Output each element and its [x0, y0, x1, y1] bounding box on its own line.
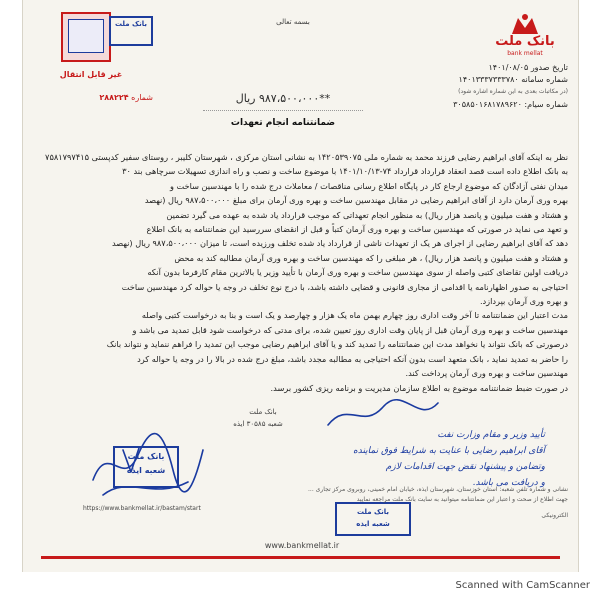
footer-url[interactable]: www.bankmellat.ir	[264, 541, 340, 550]
siam-number-value: ۳۰۵۸۵۰۱۶۸۱۷۸۹۶۲۰	[453, 100, 522, 109]
serial-number-label: شماره	[131, 93, 153, 102]
guarantee-body	[45, 150, 568, 395]
issue-date-row	[383, 63, 568, 72]
document-title: ضمانتنامه انجام تعهدات	[230, 118, 336, 128]
system-number-row	[383, 75, 568, 84]
handwritten-line-3: وتضامن و پیشنهاد نقض جهت اقدامات لازم	[385, 462, 545, 472]
body-line: به بانک اطلاع داده است قصد انعقاد قرارداد قرارداد ۷۴-۱۴۰۱/۱۰/۱۳ با موضوع ساخت و نصب و راه اندازی تسهیلات سرچاهی بند ۳۰	[122, 166, 568, 177]
bank-stamp-title: بانک ملت	[127, 452, 165, 461]
body-line: و هشتاد و هفت میلیون و پانصد هزار ریال) به منظور انجام تعهداتی که موجب قرارداد یاد شده به عهده می گیرد تضمین	[166, 209, 568, 220]
issue-date-value: ۱۴۰۱/۰۸/۰۵	[488, 63, 529, 72]
body-line: مهندسین ساخت و بهره وری آرمان پرداخت کند.	[405, 368, 568, 379]
scanner-watermark: Scanned with CamScanner	[455, 580, 590, 591]
bank-branch-stamp-2	[335, 502, 411, 536]
body-line: احتیاجی به صدور اظهارنامه یا اقدامی از مجاری قانونی و قضایی داشته باشد، با درج نوع تخلف در وجه یا حواله کرد مهندسین ساخت	[121, 281, 568, 292]
top-note: بسمه تعالی	[276, 18, 310, 26]
handwritten-line-4: و دریافت می باشد.	[472, 478, 545, 488]
body-line: در صورت ضبط ضمانتنامه موضوع به اطلاع سازمان مدیریت و برنامه ریزی کشور برسد.	[270, 382, 568, 393]
bank-stamp-sub: شعبه ایذه	[126, 466, 166, 475]
bank-name: بانک ملت	[495, 34, 555, 49]
system-number-value: ۱۴۰۱۳۳۳۷۳۳۳۷۸۰	[458, 75, 519, 84]
body-line: مدت اعتبار این ضمانتنامه تا آخر وقت اداری روز چهارم بهمن ماه یک هزار و چهارصد و یک است و بنا به درخواست کتبی واصله	[141, 310, 568, 321]
bank-logo	[485, 12, 565, 62]
bank-stamp2-sub: شعبه ایذه	[356, 520, 390, 528]
signature-bank-label: بانک ملت	[249, 408, 277, 416]
non-transferable-label: غیر قابل انتقال	[59, 70, 123, 79]
top-bank-stamp	[109, 16, 153, 46]
handwritten-line-2: آقای ابراهیم رضایی با عنایت به شرایط فوق نماینده	[353, 446, 545, 456]
postage-stamp	[61, 12, 111, 62]
body-line: بهره وری آرمان دارد از آقای ابراهیم رضایی در مقابل مهندسین ساخت و بهره وری آرمان برای مبلغ ۹۸۷،۵۰۰،۰۰۰ ریال (نهصد	[144, 195, 568, 206]
system-number-label: شماره سامانه	[521, 75, 568, 84]
guarantee-amount	[203, 92, 363, 111]
guarantee-sheet	[22, 0, 579, 572]
footer-contact-label: الکترونیکی	[541, 512, 568, 519]
body-line: دریافت اولین تقاضای کتبی واصله از سوی مهندسین ساخت و بهره وری آرمان با تأیید وزیر یا بالاترین مقام کارفرما بدون آنکه	[147, 267, 568, 278]
body-line: میدان نفتی آزادگان که موضوع ارجاع کار در پایگاه اطلاع رسانی مناقصات / معاملات درج شده را با مهندسین ساخت و	[169, 180, 568, 191]
body-line: و بهره وری آرمان بپردازد.	[479, 296, 568, 307]
bank-branch-stamp	[113, 446, 179, 488]
body-line: دهد که آقای ابراهیم رضایی از اجرای هر یک از تعهدات ناشی از قرارداد یاد شده تخلف ورزیده است، تا میزان ۹۸۷،۵۰۰،۰۰۰ ریال (نهصد	[111, 238, 568, 249]
top-bank-stamp-text: بانک ملت	[114, 20, 148, 28]
amount-stars: **	[319, 92, 331, 105]
body-line: را حاضر به تمدید نماید ، بانک متعهد است بدون آنکه احتیاجی به مطالبه مجدد باشد، مبلغ درج شده در بالا را در وجه یا حواله کرد	[137, 353, 568, 364]
handwritten-line-1: تأیید وزیر و مقام وزارت نفت	[437, 430, 545, 440]
body-line: مهندسین ساخت و بهره وری آرمان قبل از پایان وقت اداری روز تعیین شده، برای مدتی که درخواست شود قابل تمدید می باشد و	[132, 324, 568, 335]
footer-website-link[interactable]: https://www.bankmellat.ir/bastam/start	[83, 505, 201, 512]
issue-date-label: تاریخ صدور	[530, 63, 568, 72]
footer-divider	[41, 556, 560, 559]
serial-number-value: ۲۸۸۲۲۴	[99, 93, 129, 102]
body-line: و تعهد می نماید در صورتی که مهندسین ساخت و بهره وری آرمان کتباً و قبل از انقضای سررسید این ضمانتنامه به بانک اطلاع	[146, 224, 568, 235]
body-line: و هشتاد و هفت میلیون و پانصد هزار ریال) ، هر مبلغی را که مهندسین ساخت و بهره وری آرمان مطالبه کند به محض	[174, 252, 568, 263]
signature-branch-code: شعبه ۳۰۵۸۵ ایذه	[233, 420, 283, 428]
amount-value: ۹۸۷،۵۰۰،۰۰۰ ریال	[235, 92, 320, 105]
siam-number-row	[363, 100, 568, 109]
body-line: درصورتی که بانک نتواند یا نخواهد مدت این ضمانتنامه را تمدید کند و یا آقای ابراهیم رضایی موجب این تمدید را فراهم ننماید و نتواند بانک	[106, 339, 568, 350]
system-number-note: (در مکاتبات بعدی به این شماره اشاره شود)	[458, 88, 568, 95]
footer-address-line-1: نشانی و شماره تلفن شعبه: استان خوزستان، شهرستان ایذه، خیابان امام خمینی، روبروی مرکز تجاری ...	[308, 486, 568, 493]
bank-name-en: bank mellat	[507, 50, 543, 57]
serial-number-row	[43, 93, 153, 102]
siam-number-label: شماره سیام:	[524, 100, 568, 109]
signature-top-scribble	[323, 395, 443, 435]
bank-mellat-emblem-icon	[510, 12, 540, 36]
body-line: نظر به اینکه آقای ابراهیم رضایی فرزند محمد به شماره ملی ۱۴۲۰۵۳۹۰۷۵ به نشانی استان مرکزی ، شهرستان کلیبر ، روستای سفیر کدپستی ۷۵۸۱۷۹۷۴۱۵	[45, 152, 568, 162]
bank-stamp2-title: بانک ملت	[356, 508, 390, 516]
footer-address-line-2: جهت اطلاع از صحت و اعتبار این ضمانتنامه میتوانید به سایت بانک ملت مراجعه نمایید	[356, 496, 568, 503]
